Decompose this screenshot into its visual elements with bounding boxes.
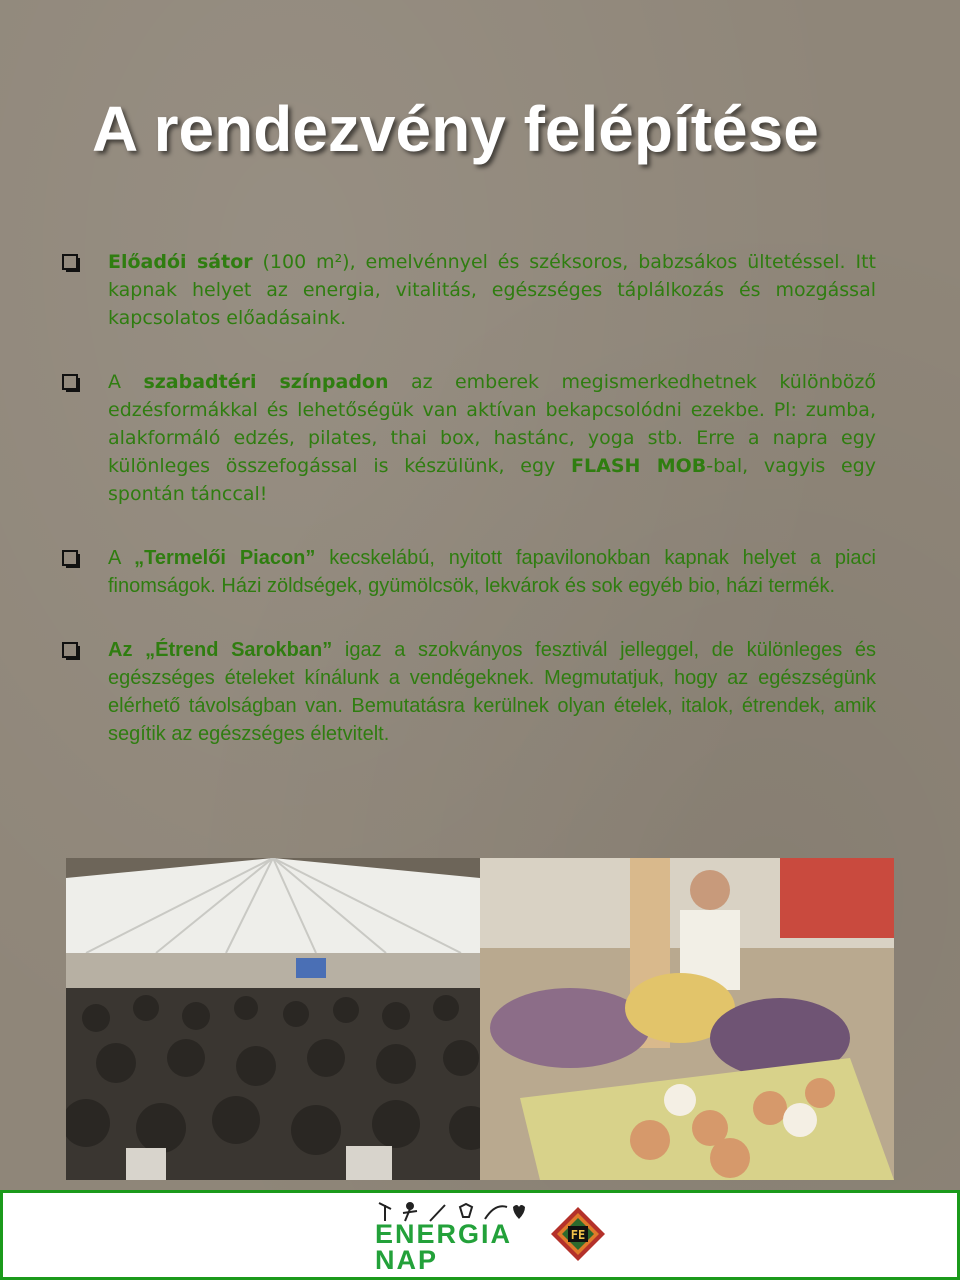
bullet-item-etrend-sarok <box>62 636 876 748</box>
item-text-prefix: A <box>108 547 135 569</box>
item-text: az emberek megismerkedhetnek különböző edzésformákkal és lehetőségük van aktívan bekapcsolódni ezekbe. Pl: zumba, alakformáló edzés, pilates, thai box, hastánc, yoga stb. Erre a napra egy különleges összefogással is készülünk, egy <box>108 371 877 477</box>
item-bold-label: szabadtéri színpadon <box>143 371 389 393</box>
logo-line-2: NAP <box>375 1245 439 1275</box>
bullet-list <box>62 248 876 784</box>
item-bold-label: Előadói sátor <box>108 251 253 273</box>
farmers-market-photo <box>480 858 894 1180</box>
item-text: (100 m²), emelvénnyel és széksoros, babzsákos ültetéssel. Itt kapnak helyet az energia, vitalitás, egészséges táplálkozás és mozgással kapcsolatos előadásaink. <box>108 251 876 329</box>
item-text-suffix: -bal, vagyis egy spontán tánccal! <box>108 455 876 505</box>
logo-line-1: ENERGIA <box>375 1219 513 1249</box>
fe-badge-text: FE <box>570 1228 586 1242</box>
footer-banner <box>0 1190 960 1280</box>
checkbox-bullet-icon <box>62 550 78 566</box>
photo-strip <box>66 858 894 1180</box>
page-title: A rendezvény felépítése <box>92 93 819 165</box>
item-text: igaz a szokványos fesztivál jelleggel, de különleges és egészséges ételeket kínálunk a vendégeknek. Megmutatjuk, hogy az egészségünk elérhető távolságban van. Bemutatásra kerülnek olyan ételek, italok, étrendek, amik segítik az egészséges életvitelt. <box>108 639 876 745</box>
item-text-prefix: A <box>108 371 144 393</box>
bullet-item-eloadoi-sator <box>62 248 876 332</box>
checkbox-bullet-icon <box>62 642 78 658</box>
tent-audience-photo <box>66 858 480 1180</box>
bullet-item-szabadteri-szinpad <box>62 368 876 508</box>
item-text: kecskelábú, nyitott fapavilonokban kapnak helyet a piaci finomságok. Házi zöldségek, gyümölcsök, lekvárok és sok egyéb bio, házi termék. <box>108 547 876 597</box>
item-bold-label: „Termelői Piacon” <box>134 547 316 569</box>
bullet-item-termeloi-piac <box>62 544 876 600</box>
item-bold-flashmob: FLASH MOB <box>571 455 707 477</box>
item-bold-label: Az „Étrend Sarokban” <box>108 639 333 661</box>
checkbox-bullet-icon <box>62 254 78 270</box>
energia-nap-logo-text <box>375 1221 512 1273</box>
checkbox-bullet-icon <box>62 374 78 390</box>
fe-diamond-logo-icon <box>551 1207 605 1261</box>
